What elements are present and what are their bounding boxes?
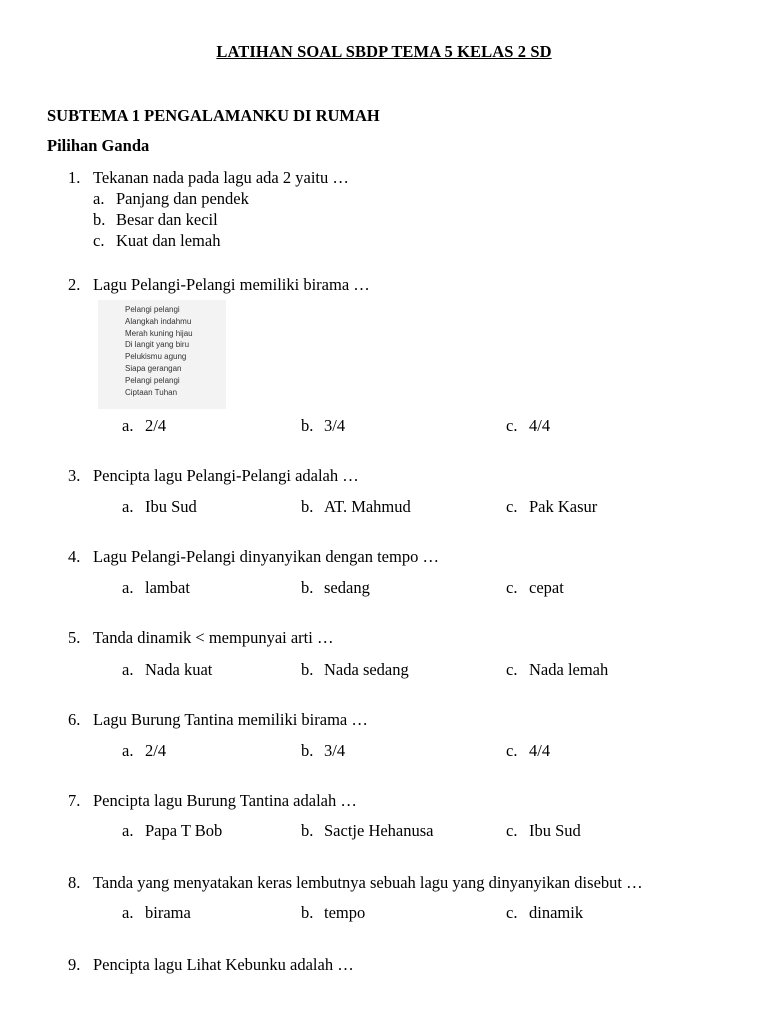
question-1-option-a [93, 189, 249, 209]
option-letter: b. [301, 821, 314, 840]
option-text: Ibu Sud [145, 497, 197, 516]
question-4-option-c [506, 578, 564, 598]
question-4-option-a [122, 578, 190, 598]
question-number: 5. [68, 628, 81, 647]
question-3-option-c [506, 497, 597, 517]
option-letter: b. [93, 210, 106, 229]
question-4 [68, 547, 439, 567]
lyrics-line: Pelangi pelangi [125, 305, 180, 314]
question-3 [68, 466, 359, 486]
question-7-option-c [506, 821, 581, 841]
option-text: sedang [324, 578, 370, 597]
option-text: Papa T Bob [145, 821, 223, 840]
question-5-option-c [506, 660, 608, 680]
option-letter: a. [93, 189, 105, 208]
option-letter: b. [301, 497, 314, 516]
option-text: Panjang dan pendek [116, 189, 249, 208]
option-text: Ibu Sud [529, 821, 581, 840]
question-2-option-c [506, 416, 550, 436]
document-title: LATIHAN SOAL SBDP TEMA 5 KELAS 2 SD [216, 42, 552, 61]
option-letter: c. [93, 231, 105, 250]
option-text: Besar dan kecil [116, 210, 218, 229]
lyrics-line: Siapa gerangan [125, 363, 182, 373]
option-text: dinamik [529, 903, 584, 922]
question-6-option-b [301, 741, 345, 761]
option-letter: c. [506, 578, 518, 597]
option-letter: a. [122, 821, 134, 840]
lyrics-image [98, 300, 226, 409]
option-text: Nada sedang [324, 660, 409, 679]
question-6-option-a [122, 741, 166, 761]
option-letter: a. [122, 660, 134, 679]
question-text: Pencipta lagu Pelangi-Pelangi adalah … [93, 466, 359, 485]
option-letter: b. [301, 416, 314, 435]
option-letter: a. [122, 903, 134, 922]
question-number: 4. [68, 547, 81, 566]
option-letter: c. [506, 497, 518, 516]
question-number: 1. [68, 168, 81, 187]
subtema-heading: SUBTEMA 1 PENGALAMANKU DI RUMAH [47, 106, 380, 125]
option-text: Nada kuat [145, 660, 213, 679]
question-5-option-b [301, 660, 409, 680]
option-text: Sactje Hehanusa [324, 821, 434, 840]
option-letter: b. [301, 741, 314, 760]
question-6 [68, 710, 368, 730]
option-text: 4/4 [529, 416, 551, 435]
question-number: 8. [68, 873, 81, 892]
question-1 [68, 168, 349, 188]
question-number: 9. [68, 955, 81, 974]
option-text: 3/4 [324, 741, 346, 760]
lyrics-line: Pelangi pelangi [125, 375, 180, 385]
question-text: Tanda dinamik < mempunyai arti … [93, 628, 334, 647]
question-8-option-c [506, 903, 583, 923]
question-9 [68, 955, 354, 975]
question-2-option-a [122, 416, 166, 436]
option-text: 2/4 [145, 741, 167, 760]
lyrics-line: Alangkah indahmu [125, 316, 192, 326]
option-letter: c. [506, 660, 518, 679]
question-5 [68, 628, 333, 648]
option-text: 4/4 [529, 741, 551, 760]
question-text: Tekanan nada pada lagu ada 2 yaitu … [93, 168, 349, 187]
lyrics-line: Pelukismu agung [125, 352, 187, 362]
question-7-option-a [122, 821, 222, 841]
section-heading: Pilihan Ganda [47, 136, 150, 155]
question-2-option-b [301, 416, 345, 436]
question-5-option-a [122, 660, 212, 680]
question-7-option-b [301, 821, 434, 841]
question-text: Lagu Pelangi-Pelangi dinyanyikan dengan tempo … [93, 547, 439, 566]
question-text: Tanda yang menyatakan keras lembutnya sebuah lagu yang dinyanyikan disebut … [93, 873, 643, 892]
option-letter: b. [301, 578, 314, 597]
lyrics-line: Ciptaan Tuhan [125, 387, 178, 397]
option-letter: a. [122, 497, 134, 516]
option-letter: b. [301, 903, 314, 922]
option-letter: c. [506, 741, 518, 760]
question-1-option-b [93, 210, 218, 230]
option-text: tempo [324, 903, 366, 922]
option-text: Kuat dan lemah [116, 231, 221, 250]
question-8-option-a [122, 903, 191, 923]
option-text: 2/4 [145, 416, 167, 435]
question-text: Pencipta lagu Burung Tantina adalah … [93, 791, 357, 810]
question-number: 6. [68, 710, 81, 729]
question-1-option-c [93, 231, 220, 251]
option-text: Pak Kasur [529, 497, 598, 516]
option-text: birama [145, 903, 191, 922]
option-letter: c. [506, 903, 518, 922]
option-letter: c. [506, 821, 518, 840]
question-text: Pencipta lagu Lihat Kebunku adalah … [93, 955, 354, 974]
option-text: cepat [529, 578, 564, 597]
question-8 [68, 873, 643, 893]
option-letter: a. [122, 741, 134, 760]
option-letter: c. [506, 416, 518, 435]
option-text: 3/4 [324, 416, 346, 435]
question-3-option-a [122, 497, 197, 517]
question-text: Lagu Pelangi-Pelangi memiliki birama … [93, 275, 370, 294]
question-number: 3. [68, 466, 81, 485]
question-number: 7. [68, 791, 81, 810]
question-3-option-b [301, 497, 411, 517]
question-2 [68, 275, 370, 295]
question-4-option-b [301, 578, 370, 598]
option-letter: a. [122, 578, 134, 597]
question-7 [68, 791, 357, 811]
question-6-option-c [506, 741, 550, 761]
question-text: Lagu Burung Tantina memiliki birama … [93, 710, 368, 729]
question-number: 2. [68, 275, 81, 294]
lyrics-line: Merah kuning hijau [125, 328, 193, 338]
option-letter: a. [122, 416, 134, 435]
question-8-option-b [301, 903, 365, 923]
option-letter: b. [301, 660, 314, 679]
option-text: AT. Mahmud [324, 497, 411, 516]
option-text: lambat [145, 578, 190, 597]
option-text: Nada lemah [529, 660, 609, 679]
lyrics-line: Di langit yang biru [125, 340, 190, 350]
